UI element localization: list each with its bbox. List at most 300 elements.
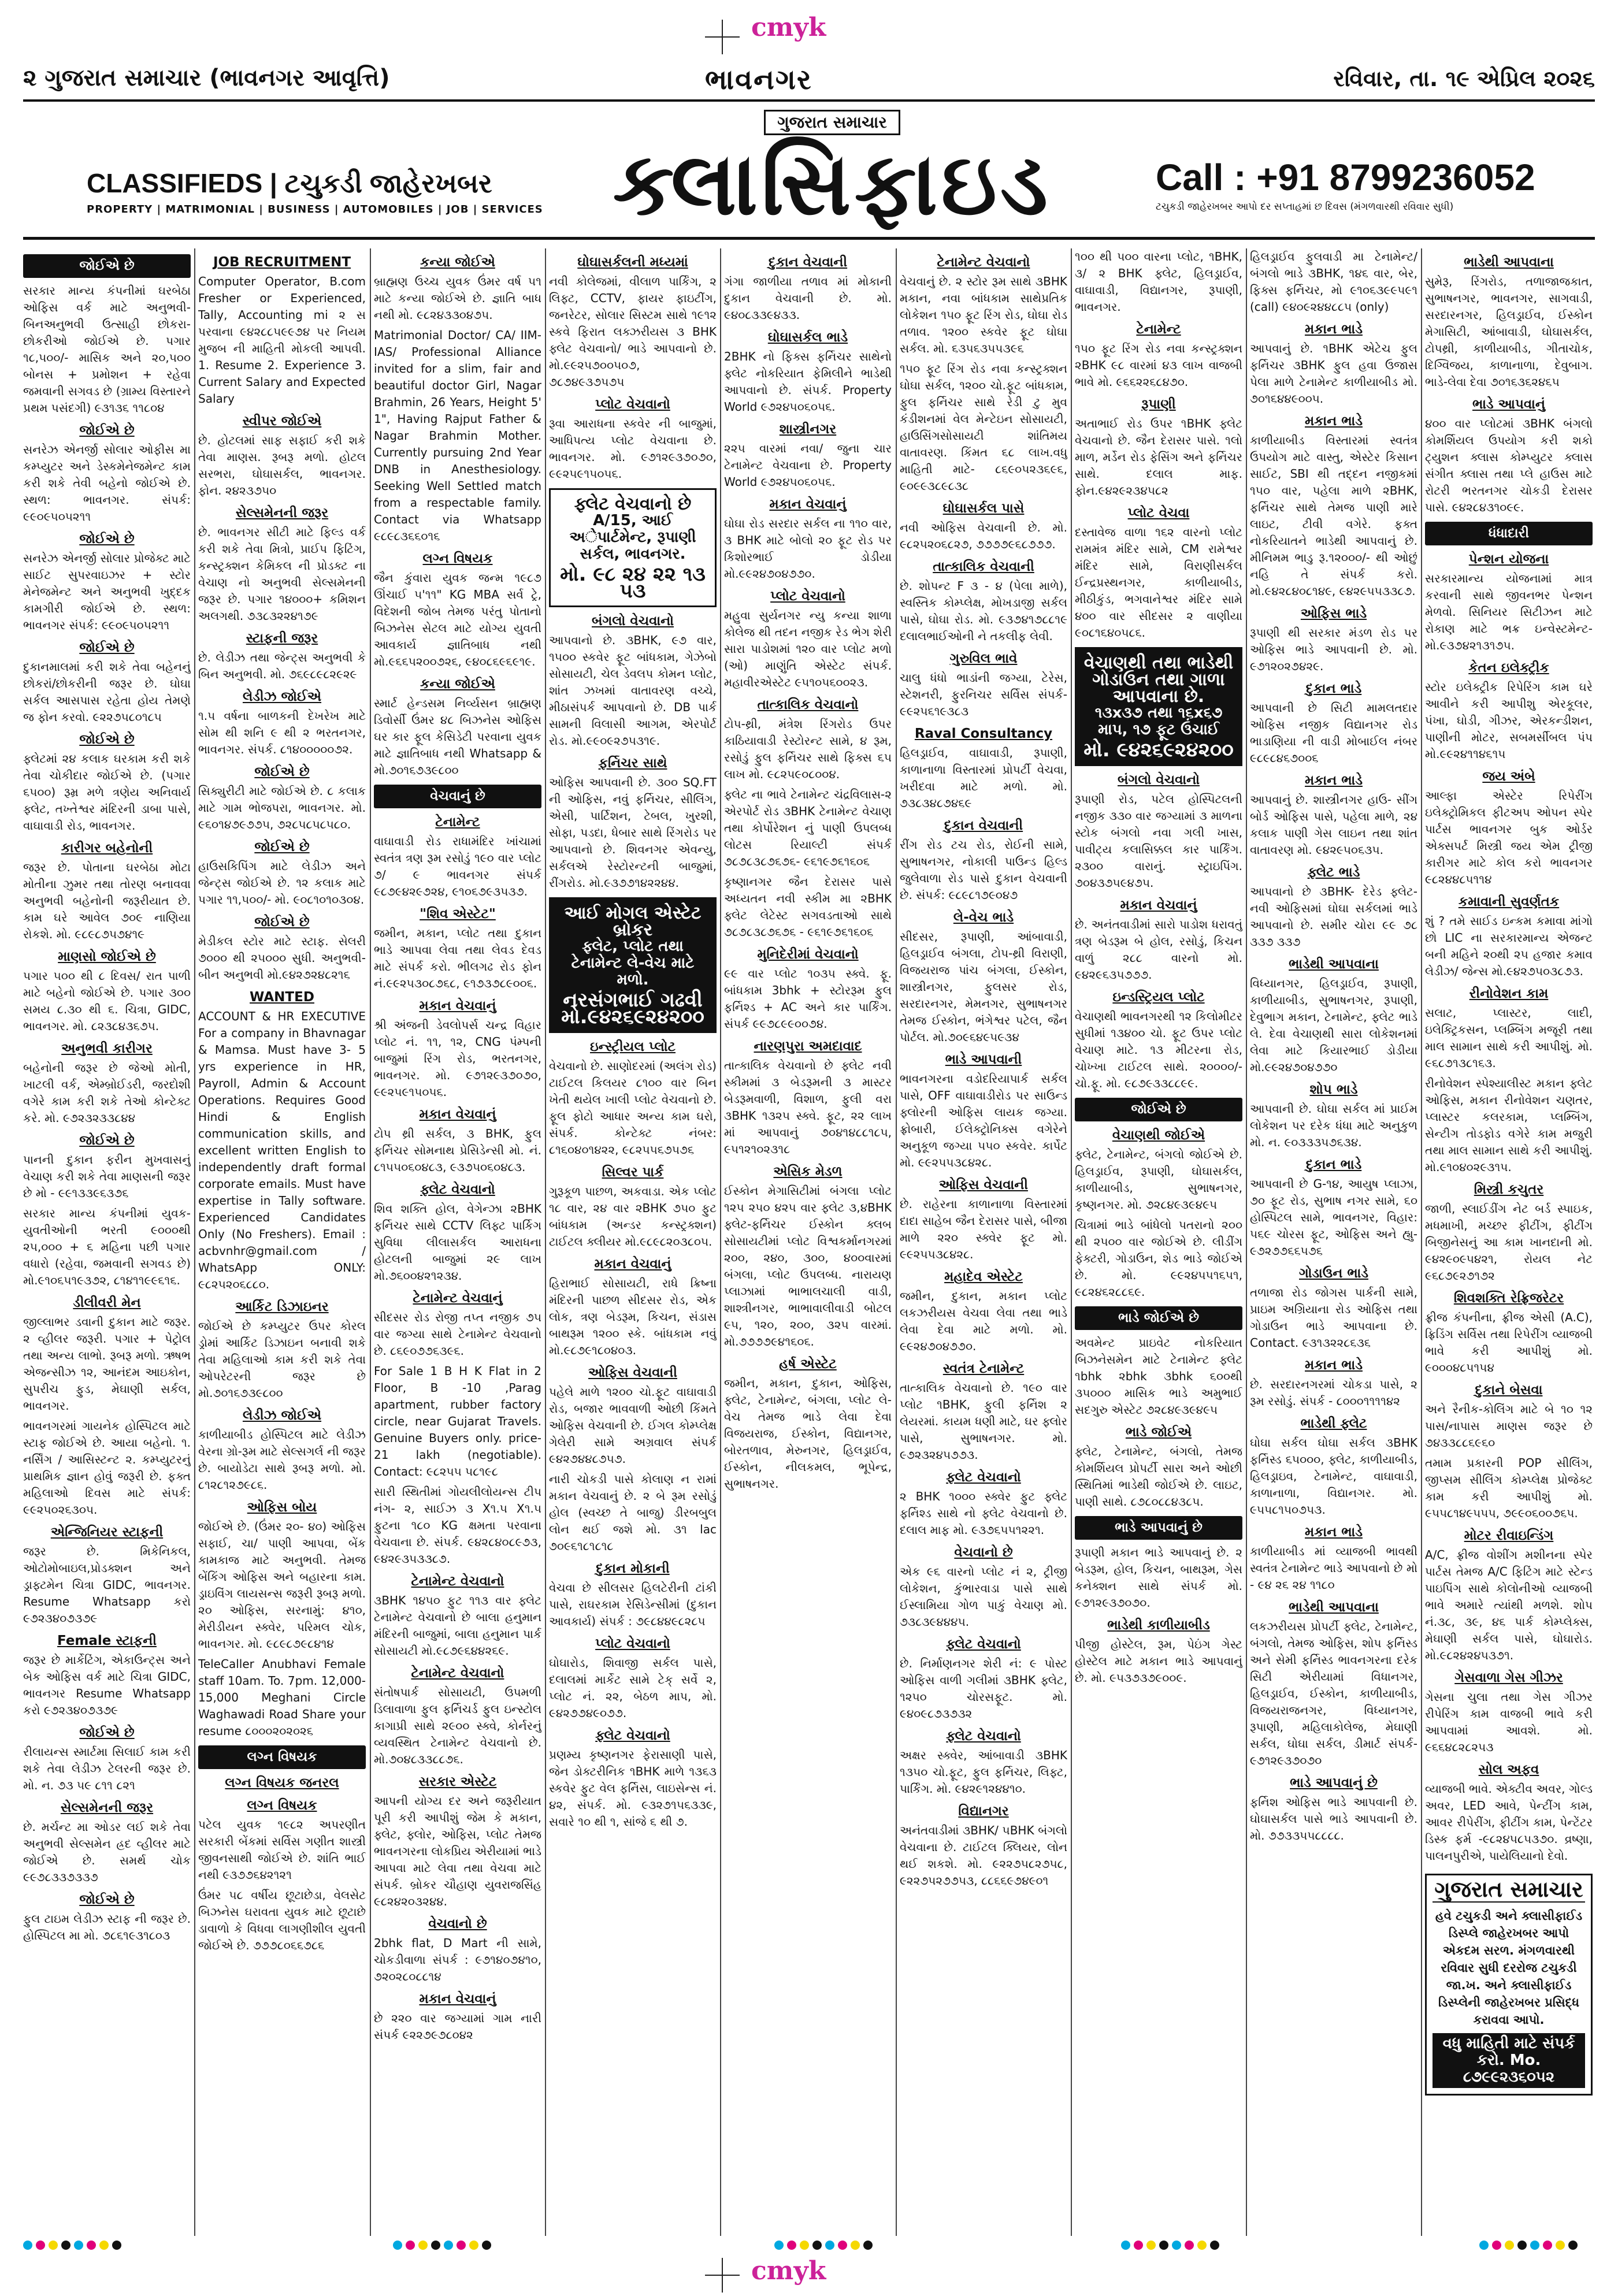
ad-text: ગુરૂકૂળ પાછળ, અકવાડા. એક પ્લોટ ૧૮ વાર, ૨૪ વાર ૨BHK ૭૫૦ ફુટ બાંધકામ (અન્ડર કન્સ્ટ્રક્શન) ટાઈટલ ક્લીયર મો.૯૮૯૮૨૦૩૮૦૫.	[549, 1184, 717, 1249]
ad-heading: ફ્લેટ ભાડે	[1307, 865, 1360, 880]
display-ad-line: A/15, આઈ અેપાર્ટમેન્ટ, રૂપાણી સર્કલ, ભાવનગર.	[569, 512, 696, 563]
ad-text: ફુલ ટાઇમ લેડીઝ સ્ટાફ ની જરૂર છે. હોસ્પિટલ મા મો. ૭૮૬૧૯૩૧૮૦૩	[23, 1912, 191, 1942]
ad-heading: જોઈએ છે	[79, 1892, 135, 1907]
ad-text: જરૂર છે. મિકેનિકલ, ઓટોમોબાઇલ,પ્રોડક્શન અને ડ્રાફ્ટમેન ચિત્રા GIDC, ભાવનગર. Resume Whatsapp કરો ૯૭૨૩૪૦૭૩૭૯	[23, 1544, 191, 1625]
ad-heading: દુકાન વેચવાની	[768, 255, 848, 270]
ad-text: કાળીયાબીડ વિસ્તારમાં સ્વતંત્ર ઉપયોગ માટે વાસ્તુ, એસ્ટેર કિસાન સાઈટ, SBI થી તદ્દન નજીકમાં ૧૫૦ વાર, પહેલા માળે ૨BHK, ફર્નિચર સાથે તેમજ પાણી મારે લાઇટ, ટીવી વગેરે. ફક્ત નોકરિયાતને ભાડેથી આપવાનું છે. મીનિમમ ભાડુ રૂ.૧૨૦૦૦/- થી ઓછું નહિ તે સંપર્ક કરો. મો.૯૪૨૮૪૦૮૧૪૯, ૯૪૨૯૫૫૩૩૮૭.	[1250, 433, 1417, 598]
ad-heading: પેન્શન યોજના	[1468, 552, 1549, 567]
call-note: ટચુકડી જાહેરખબર આપો દર સપ્તાહમાં છ દિવસ (મંગળવારથી રવિવાર સુધી)	[1156, 201, 1454, 213]
ad-heading: લગ્ન વિષયક	[422, 551, 493, 566]
ad-text: અવમેન્ટ પ્રાઇવેટ નોકરિયાત બિઝનેસમેન માટે ટેનામેન્ટ ફ્લેટ ૧bhk ૨bhk ૩bhk ૬૦૦થી ૩૫૦૦૦ માસિક ભાડે અમુભાઈ સદગુરુ એસ્ટેટ ૭૨૮૪૯૩૯૪૯૫	[1075, 1336, 1242, 1417]
registration-dot	[1568, 2241, 1578, 2250]
display-ad-line: મો. ૯૪૨૬૯૨૪૨૦૦	[1083, 738, 1234, 761]
ad-text: હિલડ્રાઈવ ફુલવાડી મા ટેનામેન્ટ/બંગલો ભાડે ૩BHK, ૧૪૬ વાર, બેર, ફિક્સ ફર્નિચર, મો ૯૧૦૬૩૯૯૫૯૧ (call) ૯૪૦૯૨૪૪૮૮૫ (only)	[1250, 250, 1417, 314]
ad-text: લકઝરીયસ પ્રોપર્ટી ફ્લેટ, ટેનામેન્ટ, બંગલો, તેમજ ઓફિસ, શોપ ફર્નિસ્ડ અને સેમી ફર્નિસ્ડ ભાવનગરના દરેક સિટી એરીયામાં વિધાનગર, હિલડ્રાઈવ, ઈસ્કોન, કાળીયાબીડ, વિજયરાજનગર, વિધ્યાનગર, રૂપાણી, મહિલાકોલેજ, મેઘાણી સર્કલ, ઘોઘા સર્કલ, ડીમાર્ટ સંપર્ક- ૯૭૧૨૯૩૭૦૭૦	[1250, 1619, 1417, 1767]
ad-heading: ફ્લેટ વેચવાનો	[946, 1729, 1021, 1744]
ad-text: ફ્લેટ ના ભાવે ટેનામેન્ટ ચંદ્રવિલાસ-૨ એરપોર્ટ રોડ ૩BHK ટેનામેન્ટ વેચાણ તથા કોર્પોરેશન નું પાણી ઉપલબ્ધ લોટસ રિયાલ્ટી સંપર્ક ૭૮૭૮૩૮૭૬૭૬- ૯૬૧૯૭૬૧૬૦૬	[724, 787, 892, 868]
display-ad-line: વેચાણથી તથા ભાડેથી ગોડાઉન તથા ગાળા આપવાના છે.	[1083, 653, 1234, 707]
ad-text: છે. ભાવનગર સીટી માટે ફિલ્ડ વર્ક કરી શકે તેવા મિત્રો, પ્રાઈપ ફિટિંગ, કન્સ્ટ્રક્શન કેમિકલ ની પ્રોડક્ટ ના વેચાણ નો અનુભવી સેલ્સમેનની જરૂર છે. પગાર ૧૪૦૦૦+ કમિશન અલગથી. ૭૩૮૩૨૨૪૧૭૯	[198, 525, 366, 623]
ad-heading: જોઈએ છે	[254, 915, 310, 930]
ad-heading: પ્લોટ વેચવાનો	[595, 1636, 670, 1651]
ad-text: ૪૦૦ વાર પ્લોટમાં ૩BHK બંગલો કોમર્શિયલ ઉપયોગ કરી શકો ટ્યુશન ક્લાસ કોમ્પ્યુટર ક્લાસ સંગીત ક્લાસ તથા પ્લે હાઉસ માટે રોટરી ભરતનગર ચોકડી દેરાસર પાસે. ૯૪૨૮૪૩૧૦૯૯.	[1425, 417, 1593, 514]
ad-heading: જય અંબે	[1482, 769, 1535, 784]
ad-text: જરૂર છે માર્કેટિંગ, એકાઉન્ટ્સ અને બેક ઓફિસ વર્ક માટે ચિત્રા GIDC, ભાવનગર Resume Whatsapp કરો ૯૭૨૩૪૦૭૩૭૯	[23, 1653, 191, 1717]
ad-text: નવી ઓફિસ વેચવાની છે. મો. ૯૮૨૫૨૦૬૮૨૭, ૭૭૭૭૯૬૮૭૭૭.	[900, 521, 1067, 551]
ad-text: ભાવનગરના વડોદરિયાપાર્ક સર્કલ પાસે, OFF વાઘાવાડીરોડ પર સાઉન્ડ ફ્લોરની ઓફિસ લાયક જગ્યા. ફ્રોબારી, ઈલેક્ટ્રોનિક્સ વગેરેને અનુકૂળ જગ્યા ૫૫૦ સ્કવેર. કાર્પેટ મો. ૯૯૨૫૫૩૮૪૨૮.	[900, 1072, 1067, 1169]
ad-heading: WANTED	[250, 990, 314, 1005]
registration-dot	[838, 2241, 847, 2250]
ad-heading: દુકાન ભાડે	[1305, 1157, 1362, 1172]
ad-heading: જોઈએ છે	[79, 732, 135, 747]
ad-heading: પ્લોટ વેચવાનો	[770, 589, 845, 604]
ad-heading: વેચવાનો છે	[428, 1916, 487, 1931]
page-number-edition: ૨ ગુજરાત સમાચાર (ભાવનગર આવૃત્તિ)	[23, 65, 390, 91]
ad-heading: મુનિદેરીમાં વેચવાનો	[757, 947, 859, 962]
ad-text: નવી કોલેજમાં, વીલાળ પાર્કિંગ, ૨ લિફ્ટ, CCTV, ફાયર ફાઇટીંગ, જનરેટર, સોલાર સિસ્ટમ સાથે ૧૯૧૨ સ્કવે ફિરાત લક્ઝરીયસ ૩ BHK ફ્લેટ વેચવાનો/ ભાડે આપવાનો છે. મો.૯૯૨૫૭૦૦૫૦૭, ૭૮૭૪૯૩૭૫૭૫	[549, 274, 717, 389]
ad-heading: ભાડેથી કાળીયાબીડ	[1107, 1618, 1210, 1633]
ad-text: Matrimonial Doctor/ CA/ IIM- IAS/ Professional Alliance invited for a slim, fair and beautiful doctor Girl, Nagar Brahmin, 26 Years, Height 5' 1", Having Rajput Father & Nagar Brahmin Mother. Currently pursuing 2nd Year DNB in Anesthesiology. Seeking Well Settled match from a respectable family. Contact via Whatsapp ૯૮૯૮૩૬૬૦૧૬	[374, 328, 541, 543]
display-ad-line: મો. ૯૮ ૨૪ ૨૨ ૧૩ ૫૩	[560, 563, 706, 603]
ad-heading: ટેનામેન્ટ વેચવાનો	[937, 255, 1030, 270]
ad-heading: મકાન વેચવાનું	[594, 1257, 671, 1272]
ad-text: ટોપ થ્રી સર્કલ, ૩ BHK, ફુલ ફર્નિચર સોમનાથ પ્રેસિડેન્સી મો. નં. ૮૧૫૫૦૬૦૪૮૩, ૯૩૭૫૦૬૦૪૮૩.	[374, 1127, 541, 1174]
classifieds-label-block	[87, 168, 549, 216]
ad-text: 2bhk flat, D Mart ની સામે, ચોકડીવાળા સંપર્ક : ૯૭૧૪૦૭૪૧૦, ૭૨૦૨૮૦૮૮૧૪	[374, 1936, 541, 1983]
ad-heading: ભાડેથી આપવાના	[1464, 255, 1554, 270]
ad-text: પટેલ યુવક ૧૯૮૨ અપરણીત સરકારી બેંકમાં સર્વિસ ગણીત શાસ્ત્રી જીવનસાથી જોઈએ છે. શાંતિ ભાઈ નથી ૯૩૭૭૬૪૨૧૨૧	[198, 1818, 366, 1882]
ad-heading: મકાન વેચવાનું	[769, 497, 847, 512]
column-rule	[1421, 248, 1422, 2236]
ad-heading: તાત્કાલિક વેચવાની	[933, 559, 1034, 574]
ad-text: વેચવા છે સીલસર હિલટેરીની ટાંકી પાસે, રાઘરકામ રેસિડેન્સીમાં (દુકાન આવકાર્ય) સંપર્ક : ૭૯૮૪૪૯૮૨૮૫	[549, 1581, 717, 1628]
registration-dot	[1172, 2241, 1181, 2250]
ad-heading: ગોડાઉન ભાડે	[1299, 1266, 1368, 1281]
registration-dot	[825, 2241, 834, 2250]
column-rule	[1071, 248, 1072, 2236]
registration-dot	[99, 2241, 109, 2250]
ad-heading: ટેનામેન્ટ	[435, 815, 480, 830]
ad-heading: ઓફિસ વેચવાની	[588, 1365, 677, 1380]
section-heading: વેચવાનું છે	[374, 785, 541, 808]
registration-dot	[1210, 2241, 1219, 2250]
ad-heading: મકાન ભાડે	[1305, 322, 1363, 337]
ad-heading: લગ્ન વિષયક જનરલ	[225, 1775, 339, 1790]
ad-heading: JOB RECRUITMENT	[213, 255, 351, 270]
ad-heading: લગ્ન વિષયક	[247, 1798, 317, 1813]
ad-text: રૂપાણી રોડ, પટેલ હોસ્પિટલની નજીક ૩૩૦ વાર જગ્યામાં ૩ માળના સ્ટોક બંગલો નવા ગલી ખાસ, પાવીટ્ય કલાસિક્કલ કાર પાર્કિંગ. ૨૩૦૦ વારાનું. સ્ટ્રાઇપિંગ. ૭૦૪૩૭૫૯૪૭૫.	[1075, 792, 1242, 890]
registration-mark-bottom	[705, 2258, 740, 2293]
section-heading: જોઈએ છે	[1075, 1098, 1242, 1121]
ad-heading: ઓફિસ બોય	[247, 1500, 317, 1515]
ad-heading: અનુભવી કારીગર	[61, 1041, 153, 1056]
display-ad-line: ફ્લેટ, પ્લોટ તથા ટેનામેન્ટ લે-વેચ માટે મળો.	[571, 938, 695, 989]
ad-text: દુકાનમાલમાં કરી શકે તેવા બહેનનું છોકરાં/છોકરીની જરૂર છે. ઘોઘા સર્કલ આસપાસ રહેતા હોય તેમણે જ ફોન કરવો. ૯૨૨૭૫૮૦૧૮૫	[23, 660, 191, 724]
column-rule	[370, 248, 371, 2236]
ad-heading: મકાન વેચવાનું	[419, 1107, 496, 1122]
ad-heading: કેતન ઇલેક્ટ્રીક	[1468, 660, 1549, 675]
ad-heading: દુકાને બેસવા	[1475, 1383, 1543, 1398]
registration-dot	[1479, 2241, 1489, 2250]
ad-text: સરકારમાન્ય યોજનામાં માત્ર કરવાની સાથે જીવનભર પેન્શન મેળવો. સિનિયર સિટીઝન માટે રોકાણ માટે ભક્ર ઇન્વેસ્ટમેન્ટ- મો.૯૩૭૪૨૧૩૧૭૫.	[1425, 571, 1593, 652]
banner-title-block	[549, 110, 1115, 234]
ad-text: આલ્ફા એસ્ટેર રિપેરીંગ ઇલેક્ટ્રોમિકલ ફીટઅપ ઓપન સ્પેર પાર્ટસ ભાવનગર બુક ઓર્ડર એક્સપર્ટ મિસ્ત્રી જય એમ ટ્રીજી કારીગર માટે કોલ કરો ભાવનગર ૯૮૨૪૪૮૫૧૧૪	[1425, 789, 1593, 886]
ad-heading: સ્ટાફની જરૂર	[246, 631, 318, 646]
ad-heading: ફર્નિચર સાથે	[598, 756, 667, 771]
registration-dot	[1517, 2241, 1527, 2250]
ad-text: પગાર ૫૦૦ થી ૮ દિવસ/ રાત પાળી માટે બહેનો જોઈએ છે. પગાર ૩૦૦ સમય ૮.૩૦ થી ૬. ચિત્રા, GIDC, ભાવનગર. મો. ૮૨૩૮૪૩૬૭૫.	[23, 969, 191, 1033]
ad-text: જાળી, સ્લાઈડીંગ નેટ બર્ડ સ્પાઇક, મધમાખી, મચ્છર ફીટીંગ, ફીટીંગ બિજીનેસનું આ કામ ખાનદાની મો. ૯૪૨૯૦૯૫૪૨૧, રોયલ નેટ ૯૬૮૭૯૨૭૧૭૨	[1425, 1202, 1593, 1283]
ad-text: છે. લેડીઝ તથા જેન્ટ્સ અનુભવી કે બિન અનુભવી. મો. ૭૬૯૮૯૮૨૯૨૯	[198, 651, 366, 681]
section-heading: ધંધાદારી	[1425, 522, 1593, 545]
ad-text: છે. સરદારનગરમાં ચોકડા પાસે, ૨ રૂમ રસોડું. સંપર્ક - ૮૦૦૦૧૧૧૧૪૨	[1250, 1377, 1417, 1408]
ad-text: હિરાભાઈ સોસાયટી, રાધે ક્રિષ્ના મંદિરની પાછળ સીદસર રોડ, એક લોક, ત્રણ બેડરૂમ, કિચન, સંડાસ બાથરૂમ ૧૨૦૦ સ્કે. બાંધકામ નવું મો.૯૮૭૯૧૮૦૪૦૩.	[549, 1276, 717, 1357]
ad-heading: Raval Consultancy	[914, 726, 1053, 741]
ad-text: આપવાની છે G-૧૪, આયુષ પ્લાઝા, ૭૦ ફૂટ રોડ, સુભાષ નગર સામે, ૬૦ હોસ્પિટલ સામે, ભાવનગર, વિહાર: ૫૬૯ ચોરસ ફૂટ, ઓફિસ અને હ્યુ- ૯૭૨૭૭૬૬૫૭૬	[1250, 1177, 1417, 1258]
ad-heading: મકાન ભાડે	[1305, 773, 1363, 788]
ad-text: સલાટ, પ્લાસ્ટર, લાદી, ઇલેક્ટ્રિકસન, પ્લમ્બિંગ મજૂરી તથા માલ સામાન સાથે કરી આપીશું. મો. ૯૬૮૭૧૩૮૧૬૩.	[1425, 1006, 1593, 1070]
call-number: Call : +91 8799236052	[1156, 157, 1535, 198]
ad-heading: ગુરુવિલ ભાવે	[949, 651, 1018, 666]
ad-text: જોઈએ છે. (ઉંમર ૨૦- ૪૦) ઓફિસ સફાઈ, ચા/ પાણી આપવા, બેંક કામકાજ માટે અનુભવી. તેમજ બેંકિંગ ઓફિસ અને બહારના કામ. ડ્રાઇવિંગ લાયસન્સ જરૂરી રૂબરૂ મળો. ૨૦ ઓફિસ, સરનામું: ૪૧૦, મેરીડીયન સ્ક્વેર, પરિમલ ચોક, ભાવનગર. મો. ૯૮૯૮૭૯૮૪૧૪	[198, 1519, 366, 1651]
ad-text: સનરેઝ એનર્જી સોલાર ઓફીસ મા કમ્પ્યુટર અને ડેસ્કમેનેજમેન્ટ કામ કરી શકે તેવી બહેનો જોઈએ છે. સ્થળ: ભાવનગર. સંપર્ક: ૯૯૦૯૫૦૫૨૧૧	[23, 443, 191, 523]
ad-text: સારી સ્થિતીમાં ગોયલીલોયન્સ ટીપ નંગ- ૨, સાઈઝ ૩ X૧.૫ X૧.૫ ફુટના ૧૮૦ KG ક્ષમતા પરવાના વેચવાના છે. સંપર્ક. ૯૪૨૮૪૦૮૯૭૩, ૯૪૨૯૩૫૩૩૮૭.	[374, 1485, 541, 1566]
ad-heading: ઇન્ડસ્ટ્રિયલ પ્લોટ	[1112, 990, 1205, 1005]
ad-text: તમામ પ્રકારની POP સીલિંગ, જીપ્સમ સીલિંગ કોમ્પ્લેક્ષ પ્રોજેક્ટ કામ કરી આપીશું મો. ૯૫૫૮૧૪૯૫૫૫, ૭૯૯૦૬૦૦૭૬૫.	[1425, 1456, 1593, 1520]
ad-text: TeleCaller Anubhavi Female staff 10am. To. 7pm. 12,000-15,000 Meghani Circle Waghawadi Road Share your resume ૮૦૦૦૨૦૨૦૨૬	[198, 1657, 366, 1738]
ad-text: ટોપ-થ્રી, મંત્રેશ રિંગરોડ ઉપર કાઠિયાવાડી રેસ્ટોરન્ટ સામે, ૪ રૂમ, રસોડું ફુલ ફર્નિચર સાથે ફિક્સ ૬૫ લાખ મો. ૯૮૨૫૯૦૮૦૦૪.	[724, 717, 892, 781]
column-3	[374, 248, 541, 2236]
ad-text: ભાવનગરમાં ગાયનેક હોસ્પિટલ માટે સ્ટાફ જોઈએ છે. આયા બહેનો. ૧. નર્સિંગ / આસિસ્ટન્ટ ૨. કમ્પ્યુટરનું પ્રાથમિક જ્ઞાન હોવું જરૂરી છે. ફક્ત મહિલાઓ દિવસ માટે સંપર્ક: ૯૯૨૫૦૨૬૩૦૫.	[23, 1419, 191, 1517]
registration-dot	[1121, 2241, 1130, 2250]
registration-dot	[1134, 2241, 1143, 2250]
ad-heading: મકાન વેચવાનું	[419, 1992, 496, 2007]
ad-text: સ્ટોર ઇલેક્ટ્રીક રિપેરિંગ કામ ઘરે આવીને કરી આપીશુ એરકૂલર, પંખા, ઘોડી, ગીઝર, એરકન્ડીશન, પાણીની મોટર, સબમર્સીબલ પંપ મો.૯૯૨૪૧૧૪૬૧૫	[1425, 680, 1593, 761]
display-ad-box	[549, 897, 717, 1033]
registration-mark-top	[705, 20, 740, 54]
ad-text: રૂવા આરાધના સ્કવેર ની બાજુમાં, આધિપત્ય પ્લોટ વેચવાના છે. ભાવનગર. મો. ૯૭૧૨૯૩૭૦૭૦, ૯૯૨૫૯૧૫૦૫૬.	[549, 417, 717, 481]
ad-text: સરકાર માન્ય કંપનીમાં ઘરબેઠા ઓફિસ વર્ક માટે અનુભવી-બિનઅનુભવી ઉત્સાહી છોકરા-છોકરીઓ જોઈએ છે. પગાર ૧૮,૫૦૦/- માસિક અને ૨૦,૫૦૦ બોનસ + પ્રમોશન + રહેવા જમવાની સગવડ છે (ગ્રામ્ય વિસ્તારને પ્રથમ પસંદગી) ૯૩૧૩૬ ૧૧૮૦૪	[23, 284, 191, 415]
ad-heading: સ્વતંત્ર ટેનામેન્ટ	[942, 1361, 1025, 1376]
ad-text: ગેસના ચુલા તથા ગેસ ગીઝર રીપેરિંગ કામ વાજબી ભાવે કરી આપવામાં આવશે. મો. ૯૬૬૪૮૨૮૨૫૩	[1425, 1690, 1593, 1754]
ad-heading: જોઈએ છે	[79, 1725, 135, 1740]
ad-heading: સ્વીપર જોઈએ	[242, 414, 322, 429]
display-ad-line: આઈ મોગલ એસ્ટેટ બ્રોકર	[564, 903, 702, 940]
ad-text: કૃષ્ણાનગર જૈન દેરાસર પાસે અધ્યતન નવી સ્કીમ મા ૨BHK ફ્લેટ લેટેસ્ટ સગવડતાઓ સાથે ૭૮૭૮૩૮૭૬૭૬ - ૯૬૧૯૭૬૧૬૦૬	[724, 875, 892, 939]
classified-banner	[23, 110, 1595, 240]
ad-heading: કન્યા જોઈએ	[420, 677, 495, 692]
ad-heading: રીનોવેશન કામ	[1469, 986, 1549, 1001]
ad-text: નારી ચોકડી પાસે કોલાણ ન રામાં મકાન વેચવાનું છે. ૨ બે રૂમ રસોડું હોલ (સ્વચ્છ તે બાજુ) ડીરબબુલ લોન થઈ જશે મો. ૩૧ lac ૭૦૯૬૧૮૧૮૧૮	[549, 1472, 717, 1553]
registration-dot	[1159, 2241, 1168, 2250]
section-heading: ભાડે આપવાનું છે	[1075, 1516, 1242, 1540]
registration-dot	[36, 2241, 45, 2250]
ad-text: એક ૯૬ વારનો પ્લોટ નં ૨, ટ્રીજી લોકેશન, કુંભારવાડા પાસે સાથે ઈસ્લામિયા ગોળ પાકું વેચાણ મો. ૭૩૮૩૯૪૪૪૫.	[900, 1565, 1067, 1629]
ad-heading: ઘોઘાસર્કલ પાસે	[942, 501, 1025, 516]
ad-text: છે. શોપન્ટ F ૩ - ૪ (પેલા માળે), સ્વસ્તિક કોમ્પ્લેક્ષ, મોખડાજી સર્કલ પાસે, ઘોઘા રોડ. મો. ૯૩૭૪૧૭૮૮૧૯ દલાલભાઈઓની ને તકલીફ લેવી.	[900, 579, 1067, 643]
ad-text: આપવાનું છે. ૧BHK એટેચ ફુલ ફર્નિચર ૩BHK ફુલ હવા ઉજાસ પેલા માળે ટેનામેન્ટ કાળીયાબીડ મો. ૭૦૧૬૪૪૯૦૦૫.	[1250, 341, 1417, 406]
registration-dot-group	[23, 2241, 125, 2251]
ad-text: છે. અનંતવાડીમાં સારો પાડોશ ધરાવતું ત્રણ બેડરૂમ બે હોલ, રસોડું, કિચન વાળું ૨૮૮ વારનો મો. ૯૪૨૯૬૩૫૭૭૭.	[1075, 917, 1242, 982]
ad-heading: ફ્લેટ વેચવાનો	[946, 1637, 1021, 1652]
column-4	[549, 248, 717, 2236]
ad-heading: કારીગર બહેનોની	[61, 841, 153, 856]
ad-heading: સિલ્વર પાર્ક	[602, 1165, 664, 1180]
ad-text: વ્યાજબી ભાવે. એક્ટીવ અવર, ગોલ્ડ અવર, LED આવે, પેન્ટીંગ કામ, આવર રીપેરીંગ, ફીટીંગ કામ, પેન્ટેંટર ડિસ્ક ફર્મ -૯૮૨૪૫૮૫૩૭૦. વ્રષ્ણા, પાલનપુરીએ, પાયેલિયાનો દેવો.	[1425, 1782, 1593, 1863]
registration-dot	[74, 2241, 83, 2250]
ad-heading: ભાડે આપવાની	[945, 1052, 1022, 1067]
ad-text: આપવાનો છે. ૩BHK, ૯૭ વાર, ૧૫૦૦ સ્કવેર ફૂટ બાંધકામ, ગેઝેબો સોસાયટી, ચેલ ડેવલપ કોમન પ્લોટ, શાંત ઝખમાં વાતાવરણ વચ્ચે, મીઠાસંપર્ક આપવાનો છે. DB પાર્ક સામની વિલાસી આગમ, એરપોર્ટ રોડ. મો.૯૯૦૯૨૭૫૩૧૯.	[549, 633, 717, 748]
ad-text: સનરેઝ એનર્જી સોલાર પ્રોજેક્ટ માટે સાઈટ સુપરવાઇઝર + સ્ટોર મેનેજમેન્ટ અને અનુભવી ખુદ્દક કામગીરી જોઈએ છે. સ્થળ: ભાવનગર સંપર્ક: ૯૯૦૯૫૦૫૨૧૧	[23, 551, 191, 632]
ad-text: જોઈએ છે કમ્પ્યુટર ઉપર કોરલ ડ્રોમાં આર્કિટ ડિઝાઇન બનાવી શકે તેવા મહિલાઓ કામ કરી શકે તેવા ઓપરેટરની જરૂર છે મો.૭૦૧૬૭૩૯૮૦૦	[198, 1319, 366, 1400]
ad-text: અતાભાઈ રોડ ઉપર ૧BHK ફ્લેટ વેચવાનો છે. જૈન દેરાસર પાસે. ૧લો માળ, મર્ડેન રોડ ફેસિંગ અને ફર્નિચર સાથે. દલાલ માફ. ફોન.૯૪૨૯૨૩૪૫૮૨	[1075, 417, 1242, 497]
ad-text: ઈસ્કોન મેગાસિટીમાં બંગલા પ્લોટ ૧૨૫ ૨૫૦ ૪૨૫ વાર ફ્લેટ ૩,૪BHK ફ્લેટ-ફર્નિચર ઈસ્કોન ક્લબ સોસાયટીમાં પ્લોટ વિશ્વકર્માનગરમાં ૨૦૦, ૨૪૦, ૩૦૦, ૪૦૦વારમાં બંગલા, પ્લોટ ઉપલબ્ધ. નારાયણ પ્લાઝામાં ભાભાલચાલી વાડી, શાશ્ત્રીનગર, ભાભાવાલીવાડી બોટલ ૯૫, ૧૨૦, ૨૦૦, ૩૨૫ વારમાં. મો.૭૭૭૭૯૪૧૬૦૬.	[724, 1184, 892, 1348]
column-5	[724, 248, 892, 2236]
registration-dot	[800, 2241, 809, 2250]
top-cmyk-mark: cmyk	[751, 13, 826, 42]
registration-dot	[418, 2241, 428, 2250]
newspaper-logo: ગુજરાત સમાચાર	[764, 110, 900, 135]
ad-text: હિલડ્રાઈવ, વાઘાવાડી, રૂપાણી, કાળાનાળા વિસ્તારમાં પ્રોપર્ટી વેચવા, ખરીદવા માટે મળો. મો. ૭૩૮૩૪૮૭૪૬૯	[900, 746, 1067, 810]
banner-title: ક્લાસિફાઇડ	[613, 134, 1052, 235]
ad-text: ૧૦૦ થી ૫૦૦ વારના પ્લોટ, ૧BHK, ૩/ ૨ BHK ફ્લેટ, હિલડ્રાઈવ, વાઘાવાડી, વિદ્યાનગર, રૂપાણી, ભાવનગર.	[1075, 250, 1242, 314]
ad-heading: ભાડેથી ફ્લેટ	[1300, 1416, 1367, 1431]
ad-heading: ફ્લેટ વેચવાનો	[946, 1470, 1021, 1485]
ad-heading: લેડીઝ જોઈએ	[242, 1408, 322, 1423]
ad-heading: મકાન ભાડે	[1305, 1358, 1363, 1373]
registration-dot	[1185, 2241, 1194, 2250]
display-ad-line: ફ્લેટ વેચવાનો છે	[574, 494, 692, 514]
ad-text: આપની યોગ્ય દર અને જરૂરીયાત પૂરી કરી આપીશું જેમ કે મકાન, ફ્લેટ, ફ્લોર, ઓફિસ, પ્લોટ તેમજ ભાવનગરના લોકપ્રિય એરીયામાં ભાડે આપવા માટે લેવા તથા વેચવા માટે સંપર્ક. બ્રોકર ચૌહાણ યુવરાજસિંહ ૯૮૨૪૨૦૩૨૪૪.	[374, 1794, 541, 1908]
ad-text: પાનની દુકાન ફરીન મુખવાસનું વેચાણ કરી શકે તેવા માણસની જરૂર છે મો - ૯૯૧૩૩૯૬૩૭૬	[23, 1153, 191, 1200]
newspaper-promo-box	[1425, 1874, 1593, 2096]
ad-text: જમીન, મકાન, પ્લોટ તથા દુકાન ભાડે આપવા લેવા તથા લેવડ દેવડ માટે સંપર્ક કરો. ભીલગઢ રોડ ફોન નં.૯૯૨૫૩૦૮૭૬૮, ૯૧૭૩૭૮૯૦૦૬.	[374, 926, 541, 990]
ad-text: અક્ષર સ્ક્વેર, આંબાવાડી ૩BHK ૧૩૫૦ ચો.ફૂટ, ફુલ ફર્નિચર, લિફ્ટ, પાર્કિંગ. મો. ૯૪૨૯૧૨૪૪૧૦.	[900, 1748, 1067, 1796]
registration-dot	[1530, 2241, 1539, 2250]
ad-text: A/C, ફ્રીજ વોશીંગ મશીનના સ્પેર પાર્ટસ તેમજ A/C ફિટિંગ માટે સ્ટેન્ડ પાઇપિંગ સાથે કોલોનીઓ વ્યાજબી ભાવે અમારે ત્યાંથી મળશે. શોપ નં.૩૮, ૩૯, ૪૬ પાર્ક કોમ્પ્લેક્સ, મેઘાણી સર્કલ પાસે, ઘોઘારોડ. મો.૯૮૨૪૨૪૫૩૭૧.	[1425, 1548, 1593, 1662]
ad-heading: ટેનામેન્ટ વેચવાનો	[411, 1666, 504, 1681]
ad-text: છે. રાહેરના કાળાનાળા વિસ્તારમાં દાદા સાહેબ જૈન દેરાસર પાસે, બીજા માળે ૨૨૦ સ્ક્વેર ફૂટ મો. ૯૯૨૫૫૩૮૪૨૮.	[900, 1197, 1067, 1261]
ad-text: છે. મર્ચન્ટ મા ઓડર લઈ શકે તેવા અનુભવી સેલ્સમેન હ્રદ વ્હીલર માટે જોઈએ છે. સમર્થ ચોક ૯૯૭૮૩૩૭૩૩૭	[23, 1820, 191, 1884]
classifieds-label: CLASSIFIEDS | ટચુકડી જાહેરખબર	[87, 168, 492, 198]
ad-text: સ્માર્ટ હેન્ડસમ નિર્વ્યસન બ્રાહ્મણ ડિવોર્સી ઉંમર ૪૮ બિઝનેસ ઓફિસ ઘર કાર ફૂલ કેસિડેટી પરવાના યુવક માટે જ્ઞાતિબાધ નથી Whatsapp & મો.૭૦૧૬૭૩૯૮૦૦	[374, 696, 541, 777]
ad-text: For Sale 1 B H K Flat in 2 Floor, B -10 ,Parag apartment, rubber factory circle, near Gujarat Travels. Genuine Buyers only. price- 21 lakh (negotiable). Contact: ૯૮૨૫૫ ૫૮૧૯૮	[374, 1364, 541, 1478]
ad-heading: ટેનામેન્ટ	[1136, 322, 1181, 337]
ad-text: વેચવાનો છે. સાણોદરમાં (અલંગ રોડ) ટાઈટલ કિલયર ૮૧૦૦ વાર બિન ખેતી થયેલ ખાલી પ્લોટ વેચવાનો છે. ફૂલ ફોટો આધાર અન્ય કામ ઘરો, સંપર્ક. કોન્ટેક્ટ નંબર: ૮૧૬૦૪૦૧૪૨૨, ૯૮૨૫૫૬૭૫૭૬	[549, 1059, 717, 1157]
ad-heading: લેડીઝ જોઈએ	[242, 689, 322, 704]
registration-dot	[787, 2241, 796, 2250]
ad-heading: ઘોઘાસર્કલ ભાડે	[767, 330, 848, 345]
ad-heading: જોઈએ છે	[79, 640, 135, 655]
ad-text: આપવાની છે. ઘોઘા સર્કલ માં પ્રાઈમ લોકેશન પર દરેક ધંધા માટે અનુકુળ મો. ન. ૯૦૩૩૩૫૭૬૩૪.	[1250, 1102, 1417, 1149]
ad-text: રીલાયન્સ સ્માર્ટમા સિલાઈ કામ કરી શકે તેવા લેડીઝ ટેલરની જરૂર છે. મો. ન. ૭૩ ૫૯ ૮૧૧ ૮૨૧	[23, 1745, 191, 1792]
ad-heading: જોઈએ છે	[79, 423, 135, 438]
ad-heading: મકાન ભાડે	[1305, 1525, 1363, 1540]
ad-heading: દુકાન મોકાની	[596, 1561, 670, 1576]
registration-dot-group	[1479, 2241, 1581, 2251]
ad-text: વાઘાવાડી રોડ રાધામંદિર ખાંચામાં સ્વતંત્ર ત્રણ રૂમ રસોડું ૧૯૦ વાર પ્લોટ ૭/ ૯ ભાવનગર સંપર્ક ૯૮૭૯૪૨૯૭૨૪, ૯૧૦૬૭૯૩૫૩૭.	[374, 834, 541, 898]
display-ad-box	[549, 488, 717, 607]
ad-heading: ભાડેથી આપવાના	[1289, 957, 1379, 972]
ad-heading: મકાન વેચવાનું	[419, 998, 496, 1013]
ad-text: મહુવા સુર્યનગર ન્યુ કન્યા શાળા કોલેજ થી તદન નજીક રેડ ભેગ શેરી સારા પાડોશમાં ૧૨૦ વાર પ્લોટ મળો (ઓ) માણુંતિ એસ્ટેટ સંપર્ક. મહાવીરએસ્ટેટ ૯૫૧૦૫૬૦૦૨૩.	[724, 608, 892, 689]
ad-text: મેડીકલ સ્ટોર માટે સ્ટાફ. સેલરી ૭૦૦૦ થી ૨૫૦૦૦ સુધી. અનુભવી- બીન અનુભવી મો.૯૪૨૭૨૪૮૨૧૬	[198, 934, 366, 982]
ad-heading: ટેનામેન્ટ વેચવાનું	[413, 1291, 503, 1306]
ad-heading: દુકાન ભાડે	[1305, 681, 1362, 696]
registration-dot	[863, 2241, 873, 2250]
ad-heading: ફ્લેટ વેચવાનો	[420, 1182, 495, 1197]
ad-text: છે. નિર્માણનગર શેરી નં: ૯ પોસ્ટ ઓફિસ વાળી ગલીમાં ૩BHK ફ્લેટ, ૧૨૫૦ ચોરસફૂટ. મો. ૯૪૦૯૮૭૩૭૩૨	[900, 1656, 1067, 1721]
ad-heading: સેલ્સમેનની જરૂર	[60, 1800, 154, 1815]
registration-dot	[469, 2241, 478, 2250]
column-8	[1250, 248, 1417, 2236]
ad-text: ફર્નિશ ઓફિસ ભાડે આપવાની છે. ઘોઘાસર્કલ પાસે ભાડે આપવાની છે. મો. ૭૭૩૩૫૫૮૮૮૮.	[1250, 1795, 1417, 1842]
ad-text: શિવ શક્તિ હોલ, વેગેન્ઝા ૨BHK ફર્નિચર સાથે CCTV લિફ્ટ પાર્કિગ સુવિધા લીલાસર્કલ આરાધના હોટલની બાજુમાં ૨૯ લાખ મો.૭૬૦૦૪૨૧૨૩૪.	[374, 1202, 541, 1283]
ad-text: આપવાનું છે. શાસ્ત્રીનગર હાઉ- સીંગ બોર્ડ ઓફિસ પાસે, પહેલા માળે, ૨૪ કલાક પાણી ગેસ લાઇન તથા શાંત વાતાવરણ મો. ૯૪૨૯૫૦૬૩૫.	[1250, 793, 1417, 857]
ad-heading: જોઈએ છે	[79, 1133, 135, 1148]
ad-text: આપવાની છે સિટી મામલતદાર ઓફિસ નજીક વિદ્યાનગર રોડ ભાડાણિયા ની વાડી મોબાઈલ નંબર ૯૮૯૮૪૬૭૦૦૬	[1250, 701, 1417, 765]
column-1	[23, 248, 191, 2236]
ad-text: જીલ્લાભર ડવાની દુકાન માટે જરૂર. ૨ વ્હીલર જરૂરી. પગાર + પેટ્રોલ તથા અન્ય લાભો. રૂબરૂ મળો. ઋષભ એજન્સીઝ ૧૨, આનંદમ આઇકોન, સુપરીચ ફુડ, મેઘાણી સર્કલ, ભાવનગર.	[23, 1315, 191, 1413]
ad-heading: ભાડે આપવાનું	[1472, 397, 1545, 412]
ad-heading: શિવશક્તિ રેફ્રિજરેટર	[1453, 1291, 1564, 1306]
ad-text: ઘોઘા રોડ સરદાર સર્કલ ના ૧૧૦ વાર, ૩ BHK માટે બોલો ૨૦ ફૂટ રોડ પર કિશોરભાઈ ડોડીયા મો.૯૯૨૪૭૦૪૭૭૦.	[724, 517, 892, 581]
registration-dot	[112, 2241, 121, 2250]
column-rule	[720, 248, 721, 2236]
ad-text: ચાલુ ધંધો ભાડાંની જગ્યા, ટેરેસ, સ્ટેશનરી, ફુરનિચર સર્વિસ સંપર્ક- ૯૯૨૫૬૧૯૩૮૩	[900, 671, 1067, 718]
ad-text: સુમેરૂ, રિંગરોડ, તળાજાજકાત, સુભાષનગર, ભાવનગર, સાગવાડી, સરદારનગર, હિલડ્રાઈવ, ઈસ્કોન મેગાસિટી, આંબાવાડી, ઘોઘાસર્કલ, ટોપથ્રી, કાળીયાબીડ, ગીતાચોક, દિગ્વિજય, કાળાનાળા, દેવુબાગ. ભાડે-લેવા દેવા ૭૦૧૬૩૬૨૪૬૫	[1425, 274, 1593, 389]
column-rule	[545, 248, 546, 2236]
ad-heading: તાત્કાલિક વેચવાનો	[757, 697, 859, 712]
ad-text: વેચવાનું છે. ૨ સ્ટોર રૂમ સાથે ૩BHK મકાન, નવા બાંધકામ સાથેપ્રતિક લોકેશન ૧૫૦ ફૂટ રિંગ રોડ, ઘોઘા રોડ તળાવ. ૧૨૦૦ સ્કવેર ફૂટ ઘોઘા સર્કલ. મો. ૬૩૫૬૩૫૫૩૯૬	[900, 274, 1067, 355]
registration-dot	[87, 2241, 96, 2250]
ad-text: રીનોવેશન સ્પેશ્યાલીસ્ટ મકાન ફ્લેટ ઓફિસ, મકાન રીનોવેશન ચણતર, પ્લાસ્ટર કલરકામ, પ્લમ્બિંગ, સેન્ટીગ તોડફોડ વગેરે કામ મજુરી તથા માલ સામાન સાથે કરી આપીશું. મો.૯૧૦૪૦૨૯૩૧૫.	[1425, 1076, 1593, 1174]
ad-heading: બંગલો વેચવાનો	[1118, 772, 1200, 787]
ad-text: શ્રી અંજની ડેવલોપર્સ ચન્દ્ર વિહાર પ્લોટ નં. ૧૧, ૧૨, CNG પંમ્પની બાજુમાં રિંગ રોડ, ભરતનગર, ભાવનગર. મો. ૯૭૧૨૯૩૭૦૭૦, ૯૯૨૫૯૧૫૦૫૬.	[374, 1018, 541, 1099]
ad-text: રૂપાણી થી સરકાર મંડળ રોડ પર ઓફિસ ભાડે આપવાની છે. મો. ૯૭૧૨૦૨૭૪૨૯.	[1250, 626, 1417, 673]
ad-heading: ઓફિસ ભાડે	[1300, 606, 1367, 621]
registration-dot	[61, 2241, 70, 2250]
ad-heading: ગેસવાળા ગેસ ગીઝર	[1454, 1670, 1563, 1685]
ad-text: આપવાનો છે ૩BHK- દેરેડ ફ્લેટ- નવી ઓફિસમાં ઘોઘા સર્કલમાં ભાડે આપવાનો છે. સમીર ચોરા ૯૯ ૭૮ ૩૩૭ ૩૩૭	[1250, 885, 1417, 949]
ad-text: ૧૫૦ ફૂટ રિંગ રોડ નવા કન્સ્ટ્રક્શન ૨BHK ૯૮ વારમાં ૪૩ લાખ વાજબી ભાવે મો. ૯૬૬૨૨૬૮૪૭૦.	[1075, 341, 1242, 389]
ad-text: ૯૯ વાર પ્લોટ ૧૦૩૫ સ્ક્વે. ફૂ. બાંધકામ 3bhk + સ્ટોરરૂમ ફુલ ફર્નિશ્ડ + AC અને કાર પાર્કિંગ. સંપર્ક ૯૯૭૮૯૯૦૦૭૪.	[724, 967, 892, 1031]
ad-heading: નારણપુરા અમદાવાદ	[754, 1039, 862, 1054]
ad-heading: પ્લોટ વેચવા	[1127, 506, 1190, 521]
registration-dot	[774, 2241, 784, 2250]
ad-heading: ભાડે આપવાનું છે	[1290, 1775, 1378, 1790]
ad-text: કાળીયાબીડ હોસ્પિટલ માટે લેડીઝ વેરના ગ્રો-રૂમ માટે સેલ્સગર્લ ની જરૂર છે. બાયોડેટા સાથે રૂબરૂ મળો. મો. ૮૧૨૮૧૨૭૯૮૬.	[198, 1428, 366, 1492]
registration-dot	[1492, 2241, 1501, 2250]
ad-text: સીદસર, રૂપાણી, આંબાવાડી, હિલડ્રાઈવ બંગલા, ટોપ-થ્રી વિરાણી, વિજયરાજ પાંચ બંગલા, ઈસ્કોન, શાસ્ત્રીનગર, ફુલસર રોડ, સરદારનગર, મેમનગર, સુભાષનગર તેમજ ઈસ્કોન, ભંગેશ્વર પટેલ, જૈન પોર્ટલ. મો.૭૦૯૬૪૯૫૯૩૪	[900, 930, 1067, 1044]
ad-heading: સેલ્સમેનની જરૂર	[235, 506, 329, 521]
ad-heading: જોઈએ છે	[79, 532, 135, 547]
ad-text: જમીન, દુકાન, મકાન પ્લોટ લકઝરીયસ વેચવા લેવા તથા ભાડે લેવા દેવા માટે મળો. મો. ૯૯૨૪૭૦૪૭૭૦.	[900, 1289, 1067, 1353]
registration-dot-group	[774, 2241, 876, 2251]
ad-text: અને રૈનીક-કોલિંગ માટે બે ૧૦ ૧૨ પાસ/નાપાસ માણસ જરૂર છે ૭૪૩૩૮૮૬૯૬૦	[1425, 1402, 1593, 1450]
call-block	[1156, 156, 1583, 213]
ad-heading: ડીલીવરી મેન	[73, 1295, 141, 1310]
ad-text: ૨ BHK ૧૦૦૦ સ્ક્વેર ફુટ ફ્લેટ ફર્નિશ્ડ સાથે નો ફ્લેટ વેચવાનો છે. દલાલ માફ મો. ૯૩૭૬૫૫૧૨૨૧.	[900, 1489, 1067, 1537]
ad-text: ઉંમર ૫૮ વર્ષીય છૂટાછેડા, વેલસેટ બિઝનેસ ઘરાવતા યુવક માટે છૂટાછે ડાવાળો કે વિધવા લાગણીશીલ યુવતી જોઈએ છે. ૭૭૭૮૦૬૬૭૮૬	[198, 1888, 366, 1952]
ad-text: ૧૫૦ ફૂટ રિંગ રોડ નવા કન્સ્ટ્રક્શન ઘોઘા સર્કલ, ૧૨૦૦ ચો.ફૂટ બાંધકામ, ફુલ ફર્નિચર સાથે રેડી ટુ મુવ કંડીશનમાં વેલ મેન્ટેઇન સોસાયટી, હાઉસિંગસોસાયટી શાંતિમય વાતાવરણ. કિંમત ૬૮ લાખ.વધુ માહિતી માટે- ૮૬૯૦૫૨૩૬૯૬, ૯૦૯૯૩૮૯૮૩૮	[900, 362, 1067, 493]
ad-text: ઘોઘા સર્કલ ઘોઘા સર્કલ ૩BHK ફર્નિસ્ડ ૬૫૦૦૦, ફ્લેટ, કાળીયાબીડ, હિલડ્રાઇવ, ટેનામેન્ટ, વાઘાવાડી, કાળાનાળા, વિદ્યાનગર. મો. ૯૫૫૮૧૫૦૭૫૩.	[1250, 1436, 1417, 1517]
display-ad-line: ૧૩x૩૭ તથા ૧૬x૬૭ માપ, ૧૭ ફૂટ ઉંચાઈ	[1094, 704, 1223, 738]
ad-text: 2BHK નો ફિક્સ ફર્નિચર સાથેનો ફ્લેટ નોકરિયાત ફેમિલીને ભાડેથી આપવાનો છે. સંપર્ક. Property World ૯૭૨૪૫૦૬૦૫૬.	[724, 350, 892, 414]
ad-heading: મકાન ભાડે	[1305, 414, 1363, 429]
ad-text: ૩BHK ૧૪૫૦ ફુટ ૧૧૩ વાર ફ્લેટ ટેનામેન્ટ વેચવાનો છે બાલા હનુમાન મંદિરની બાજુમાં, બાલા હનુમાન પાર્ક સોસાયટી મો.૯૮૭૯૬૪૪૨૬૯.	[374, 1593, 541, 1658]
ad-heading: કન્યા જોઈએ	[420, 255, 495, 270]
ad-text: ૧.૫ વર્ષના બાળકની દેખરેખ માટે સોમ થી શનિ ૯ થી ૨ ભરતનગર, ભાવનગર. સંપર્ક. ૮૧૪૦૦૦૦૦૭૨.	[198, 709, 366, 756]
column-9	[1425, 248, 1593, 2236]
ad-text: પીજી હોસ્ટેલ, રૂમ, પેઇંગ ગેસ્ટ હોસ્ટેલ માટે મકાન ભાડે આપવાનું છે. મો. ૯૫૩૭૩૭૯૦૦૯.	[1075, 1637, 1242, 1685]
ad-text: સંતોષપાર્ક સોસાયટી, ઉપમળી ડિલાવાળા ફુલ ફર્નિચર્ડ ફુલ ઇન્સ્ટોલ કાગાપ્રી સાથે ૨૯૦૦ સ્ક્વે, કોર્નરનું વ્યવસ્થિત ટેનામેન્ટ વેચવાનો છે. મો.૭૦૪૮૩૩૮૮૭૬.	[374, 1685, 541, 1766]
ad-heading: Female સ્ટાફની	[57, 1633, 157, 1648]
ad-text: રૂપાણી મકાન ભાડે આપવાનું છે. ૨ બેડરૂમ, હોલ, કિચન, બાથરૂમ, ગેસ કનેક્શન સાથે સંપર્ક મો. ૯૭૧૨૯૩૭૦૭૦.	[1075, 1545, 1242, 1610]
ad-heading: વેચવાનો છે	[954, 1545, 1013, 1560]
column-rule	[896, 248, 897, 2236]
ad-text: Computer Operator, B.com Fresher or Experienced, Tally, Accounting mi ૨ સ પરવાના ૯૪૨૮૮૫૯૯૭૪ પર નિયમ મુજબ ની માહિતી મોકલી આપવી. 1. Resume 2. Experience 3. Current Salary and Expected Salary	[198, 274, 366, 406]
ad-text: તાત્કાલિક વેચવાનો છે. ૧૯૦ વાર પ્લોટ ૧BHK, ફુલી ફર્નિશ ૨ લેયરમાં. કાયમ ધણી માટે, ઘર ફ્લોર પાસે, સુભાષનગર. મો. ૯૭૨૩૨૪૫૭૭૩.	[900, 1381, 1067, 1462]
registration-dot	[457, 2241, 466, 2250]
ad-heading: વેચાણથી જોઈએ	[1112, 1128, 1205, 1143]
ad-text: ઘોઘારોડ, શિવાજી સર્કલ પાસે, દલાલમાં માર્કેટ સામે ટેક્ સર્વે ૨, પ્લોટ નં. ૨૨, બેઠળ માપ, મો. ૯૪૨૭૭૪૯૦૭૭.	[549, 1656, 717, 1720]
ad-text: બ્રાહ્મણ ઉચ્ચ યુવક ઉંમર વર્ષ ૫૧ માટે કન્યા જોઈએ છે. જ્ઞાતિ બાધ નથી મો. ૯૮૨૪૩૩૦૪૭૫.	[374, 274, 541, 322]
column-6	[900, 248, 1067, 2236]
ad-text: સરકાર માન્ય કંપનીમાં યુવક-યુવતીઓની ભરતી ૯૦૦૦થી ૨૫,૦૦૦ + ૬ મહિના પછી પગાર વધારો (રહેવા, જમવાની સગવડ છે) મો.૯૧૦૬૫૧૯૩૭૨, ૮૧૪૧૧૯૯૬૧૬.	[23, 1206, 191, 1287]
city-heading: ભાવનગર	[705, 64, 812, 96]
section-heading: ભાડે જોઈએ છે	[1075, 1306, 1242, 1330]
registration-dot	[23, 2241, 32, 2250]
ad-text: ફ્લેટમાં ૨૪ કલાક ઘરકામ કરી શકે તેવા ચોકીદાર જોઈએ છે. (પગાર ૬૫૦૦) રૂમ્ર મળે ત્રણેય અનિવાર્ય ફ્લેટ, તખ્તેશ્વર મંદિરની ડાબા પાસે, વાઘાવાડી રોડ, ભાવનગર.	[23, 752, 191, 833]
registration-dot	[406, 2241, 415, 2250]
ad-heading: એસિક મેડળ	[773, 1164, 843, 1179]
registration-dot	[851, 2241, 860, 2250]
registration-dot	[812, 2241, 822, 2250]
ad-heading: જોઈએ છે	[254, 839, 310, 855]
ad-heading: ભાડેથી આપવાના	[1289, 1600, 1379, 1615]
registration-dot	[431, 2241, 440, 2250]
promo-contact: વધુ માહિતી માટે સંપર્ક કરો. Mo. ૮૭૯૯૨૩૬૦૫૨	[1433, 2033, 1585, 2088]
ad-heading: આર્કિટ ડિઝાઇનર	[235, 1299, 329, 1314]
ad-text: દસ્તાવેજ વાળા ૧૬૨ વારનો પ્લોટ રામમંત્ર મંદિર સામે, CM રામેશ્વર મંદિર સામે, વિરાણીસર્કલ ઈન્દ્રપ્રસ્થનગર, કાળીયાબીડ, મીઠીકુંડ, ભગવાનેશ્વર મંદિર સામે ૪૦૦ વાર સીદસર ૨ વાણીયા ૯૦૮૧૬૪૦૫૮૬.	[1075, 525, 1242, 640]
ad-text: વિધ્યાનગર, હિલડ્રાઈવ, રૂપાણી, કાળીયાબીડ, સુભાષનગર, રૂપાણી, દેવુભાગ મકાન, ટેનામેન્ટ, ફ્લેટ ભાડે લે. દેવા વેચાણથી સારા લોકેશનમાં લેવા માટે કિયારભાઈ ડોડીયા મો.૯૯૨૪૭૦૪૭૭૦	[1250, 976, 1417, 1074]
ad-heading: જોઈએ છે	[254, 764, 310, 779]
ad-text: તળાજા રોડ જોગસ પાર્કની સામે, પ્રાઇમ અગ્રિયાના રોડ ઓફિસ તથા ગોડાઉન ભાડે આપવાના છે. Contact. ૯૩૧૩૨૨૮૬૩૬	[1250, 1286, 1417, 1350]
ad-heading: પ્લોટ વેચવાનો	[595, 397, 670, 412]
page-header	[23, 62, 1595, 102]
promo-text: હવે ટચુકડી અને ક્લાસીફાઈડ ડિસ્પ્લે જાહેરખબર આપો એકદમ સરળ. મંગળવારથી રવિવાર સુધી દરરોજ ટચુકડી જા.ખ. અને ક્લાસીફાઈડ ડિસ્પ્લેની જાહેરખબર પ્રસિદ્ધ કરાવવા આપો.	[1435, 1909, 1583, 2027]
ad-text: વેચાણથી ભાવનગરથી ૧૨ કિલોમીટર સુધીમાં ૧૩૪૦૦ ચો. ફૂટ ઉપર પ્લોટ વેચાણ માટે. ૧૩ મીટરના રોડ, ચોખ્ખા ટાઈટલ સાથે. ૨૦૦૦૦/- ચો.ફૂ. મો. ૯૮૭૯૩૩૮૮૯૯.	[1075, 1009, 1242, 1090]
ad-text: તાત્કાલિક વેચવાનો છે ફ્લેટ નવી સ્કીમમાં ૩ બેડરૂમની ૩ માસ્ટર બેડરૂમવાળી, વિશાળ, ફુલી વરા ૩BHK ૧૩૨૫ સ્ક્વે. ફૂટ, ૨૨ લાખ માં આપવાનું ૭૦૪૧૪૮૮૧૮૫, ૯૫૧૨૧૦૨૩૧૮	[724, 1058, 892, 1156]
ad-text: સીદસર રોડ રોજી તપ્ત નજીક ૭૫ વાર જગ્યા સાથે ટેનામેન્ટ વેચવાનો છે. ૮૬૯૦૭૭૬૩૯૬.	[374, 1310, 541, 1358]
ad-text: ACCOUNT & HR EXECUTIVE For a company in Bhavnagar & Mamsa. Must have 3- 5 yrs experience in HR, Payroll, Admin & Account Operations. Requires Good Hindi & English communication skills, and excellent written English to independently draft formal corporate emails. Must have expertise in Tally software. Experienced Candidates Only (No Freshers). Email : acbvnhr@gmail.com / WhatsApp ONLY: ૯૮૨૫૨૦૬૮૮૦.	[198, 1009, 366, 1291]
registration-dot	[1146, 2241, 1156, 2250]
ad-heading: એન્જિનિયર સ્ટાફની	[50, 1525, 164, 1540]
ad-text: ફ્લેટ, ટેનામેન્ટ, બંગલો જોઈએ છે. હિલડ્રાઈવ, રૂપાણી, ઘોઘાસર્કલ, કાળીયાબીડ, સુભાષનગર, કૃષ્ણનગર. મો. ૭૨૮૪૯૩૯૪૯૫	[1075, 1147, 1242, 1212]
bottom-cmyk-mark: cmyk	[751, 2256, 826, 2286]
ad-text: રીંગ રોડ ટચ રોડ, રોઈની સામે, સુભાષનગર, નોકાલી પાઉન્ડ હિલ્ડ જુલેવાળા રોડ પાસે દુકાન વેચવાની છે. સંપર્ક: ૯૮૯૮૧૭૯૦૪૭	[900, 838, 1067, 902]
ad-text: ઓફિસ આપવાની છે. ૩૦૦ SQ.FT ની ઓફિસ, નવું ફર્નિચર, સીલિંગ, એસી, પાર્ટિશન, ટેબલ, ખુરશી, સોફા, પડદા, ધેબાર સાથે રિંગરોડ પર આપવાનો છે. શિવનગર એવન્યુ, સર્કલએ રેસ્ટોરન્ટની બાજુમાં, રીંગરોડ. મો.૯૩૭૭૧૪૨૨૪૪.	[549, 775, 717, 890]
ad-heading: વિદ્યાનગર	[958, 1804, 1009, 1819]
ad-heading: ટેનામેન્ટ વેચવાનો	[411, 1574, 504, 1589]
ad-heading: ઘોઘાસર્કલની મધ્યમાં	[577, 255, 688, 270]
section-heading: લગ્ન વિષયક	[198, 1745, 366, 1769]
ad-heading: કમાવાની સુવર્ણતક	[1458, 894, 1560, 909]
column-2	[198, 248, 366, 2236]
ad-text: જૈન કુંવારા યુવક જન્મ ૧૯૮૭ ઊંચાઈ ૫'૧૧" KG MBA સર્વ ટ્રે, વિદેશની જોબ તેમજ પરંતુ પોતાનો બિઝનેસ સેટલ માટે યોગ્ય યુવતી આવકાર્ય જ્ઞાતિબાધ નથી મો.૯૬૬૫૨૦૦૭૨૬, ૯૪૦૮૬૯૬૯૧૯.	[374, 571, 541, 668]
registration-dot	[1543, 2241, 1552, 2250]
ad-heading: ઇન્સ્ટ્રીયલ પ્લોટ	[589, 1039, 676, 1054]
